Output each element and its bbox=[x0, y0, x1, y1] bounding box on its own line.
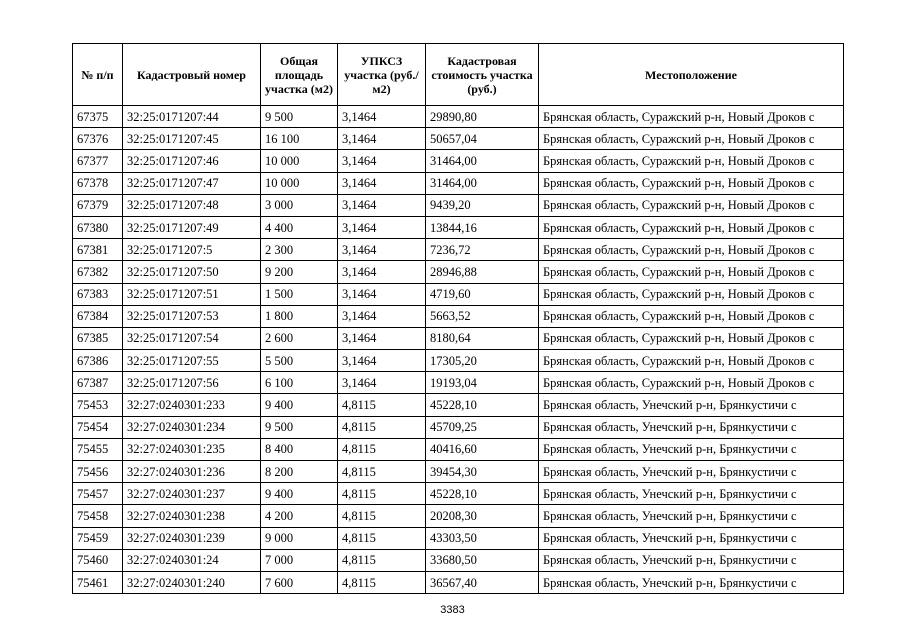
cell-cadastral-number: 32:25:0171207:45 bbox=[123, 128, 261, 150]
cell-row-number: 67377 bbox=[73, 150, 123, 172]
cell-area: 1 800 bbox=[261, 305, 338, 327]
cell-cadastral-number: 32:25:0171207:54 bbox=[123, 327, 261, 349]
cell-location: Брянская область, Суражский р-н, Новый Дроков с bbox=[539, 350, 844, 372]
cell-area: 7 600 bbox=[261, 571, 338, 593]
cell-location: Брянская область, Суражский р-н, Новый Дроков с bbox=[539, 261, 844, 283]
cell-cadastral-number: 32:27:0240301:235 bbox=[123, 438, 261, 460]
cell-cadastral-value: 33680,50 bbox=[426, 549, 539, 571]
cell-area: 3 000 bbox=[261, 194, 338, 216]
cell-row-number: 75457 bbox=[73, 483, 123, 505]
table-row bbox=[73, 505, 844, 527]
cell-location: Брянская область, Суражский р-н, Новый Дроков с bbox=[539, 216, 844, 238]
cell-location: Брянская область, Суражский р-н, Новый Дроков с bbox=[539, 372, 844, 394]
table-row bbox=[73, 571, 844, 593]
cell-location: Брянская область, Суражский р-н, Новый Дроков с bbox=[539, 128, 844, 150]
cell-cadastral-number: 32:25:0171207:56 bbox=[123, 372, 261, 394]
cell-cadastral-number: 32:25:0171207:55 bbox=[123, 350, 261, 372]
cell-upksz: 4,8115 bbox=[338, 549, 426, 571]
cell-location: Брянская область, Суражский р-н, Новый Дроков с bbox=[539, 106, 844, 128]
page-number: 3383 bbox=[440, 604, 465, 616]
cell-cadastral-value: 5663,52 bbox=[426, 305, 539, 327]
cell-cadastral-number: 32:27:0240301:238 bbox=[123, 505, 261, 527]
cell-location: Брянская область, Суражский р-н, Новый Дроков с bbox=[539, 194, 844, 216]
cell-row-number: 75456 bbox=[73, 461, 123, 483]
cell-cadastral-value: 45228,10 bbox=[426, 483, 539, 505]
table-row bbox=[73, 527, 844, 549]
cell-cadastral-value: 40416,60 bbox=[426, 438, 539, 460]
cell-location: Брянская область, Суражский р-н, Новый Дроков с bbox=[539, 305, 844, 327]
cell-cadastral-value: 7236,72 bbox=[426, 239, 539, 261]
table-row bbox=[73, 350, 844, 372]
cell-row-number: 75454 bbox=[73, 416, 123, 438]
cell-row-number: 75453 bbox=[73, 394, 123, 416]
cell-cadastral-number: 32:27:0240301:234 bbox=[123, 416, 261, 438]
cell-row-number: 75460 bbox=[73, 549, 123, 571]
cell-cadastral-value: 45228,10 bbox=[426, 394, 539, 416]
table-row bbox=[73, 305, 844, 327]
header-cadastral-value: Кадастровая стоимость участка (руб.) bbox=[426, 44, 539, 106]
cell-location: Брянская область, Суражский р-н, Новый Дроков с bbox=[539, 327, 844, 349]
cell-upksz: 3,1464 bbox=[338, 283, 426, 305]
cell-upksz: 4,8115 bbox=[338, 571, 426, 593]
cell-upksz: 4,8115 bbox=[338, 461, 426, 483]
cell-upksz: 4,8115 bbox=[338, 416, 426, 438]
cell-cadastral-number: 32:25:0171207:48 bbox=[123, 194, 261, 216]
cell-area: 10 000 bbox=[261, 150, 338, 172]
cell-cadastral-number: 32:27:0240301:239 bbox=[123, 527, 261, 549]
cell-location: Брянская область, Унечский р-н, Брянкустичи с bbox=[539, 416, 844, 438]
cell-location: Брянская область, Унечский р-н, Брянкустичи с bbox=[539, 438, 844, 460]
cell-location: Брянская область, Унечский р-н, Брянкустичи с bbox=[539, 394, 844, 416]
cell-area: 9 500 bbox=[261, 416, 338, 438]
cell-upksz: 3,1464 bbox=[338, 150, 426, 172]
cell-cadastral-value: 17305,20 bbox=[426, 350, 539, 372]
cell-area: 8 200 bbox=[261, 461, 338, 483]
cell-cadastral-number: 32:27:0240301:237 bbox=[123, 483, 261, 505]
cell-area: 6 100 bbox=[261, 372, 338, 394]
cell-cadastral-value: 39454,30 bbox=[426, 461, 539, 483]
header-cadastral-number: Кадастровый номер bbox=[123, 44, 261, 106]
cell-row-number: 75458 bbox=[73, 505, 123, 527]
table-row bbox=[73, 150, 844, 172]
cell-upksz: 3,1464 bbox=[338, 172, 426, 194]
cell-row-number: 67384 bbox=[73, 305, 123, 327]
cell-row-number: 67379 bbox=[73, 194, 123, 216]
cell-location: Брянская область, Унечский р-н, Брянкустичи с bbox=[539, 505, 844, 527]
cell-upksz: 3,1464 bbox=[338, 239, 426, 261]
cell-cadastral-value: 31464,00 bbox=[426, 150, 539, 172]
cell-area: 7 000 bbox=[261, 549, 338, 571]
cell-upksz: 3,1464 bbox=[338, 372, 426, 394]
table-row bbox=[73, 172, 844, 194]
cell-row-number: 67386 bbox=[73, 350, 123, 372]
cell-cadastral-value: 9439,20 bbox=[426, 194, 539, 216]
cell-area: 10 000 bbox=[261, 172, 338, 194]
cell-cadastral-value: 31464,00 bbox=[426, 172, 539, 194]
cell-cadastral-number: 32:25:0171207:53 bbox=[123, 305, 261, 327]
cadastral-table bbox=[72, 43, 844, 594]
cell-row-number: 67380 bbox=[73, 216, 123, 238]
cell-row-number: 75455 bbox=[73, 438, 123, 460]
cell-cadastral-number: 32:25:0171207:50 bbox=[123, 261, 261, 283]
cell-upksz: 4,8115 bbox=[338, 394, 426, 416]
table-row bbox=[73, 372, 844, 394]
table-row bbox=[73, 416, 844, 438]
cell-row-number: 67381 bbox=[73, 239, 123, 261]
cell-upksz: 4,8115 bbox=[338, 505, 426, 527]
cell-location: Брянская область, Унечский р-н, Брянкустичи с bbox=[539, 483, 844, 505]
cell-upksz: 3,1464 bbox=[338, 305, 426, 327]
header-row-number: № п/п bbox=[73, 44, 123, 106]
table-row bbox=[73, 438, 844, 460]
cell-upksz: 3,1464 bbox=[338, 216, 426, 238]
cell-row-number: 67378 bbox=[73, 172, 123, 194]
cell-area: 9 000 bbox=[261, 527, 338, 549]
cell-cadastral-number: 32:25:0171207:5 bbox=[123, 239, 261, 261]
cell-upksz: 3,1464 bbox=[338, 327, 426, 349]
table-body bbox=[73, 106, 844, 594]
cell-upksz: 3,1464 bbox=[338, 261, 426, 283]
cell-area: 1 500 bbox=[261, 283, 338, 305]
cell-upksz: 4,8115 bbox=[338, 438, 426, 460]
cell-cadastral-value: 13844,16 bbox=[426, 216, 539, 238]
header-area: Общая площадь участка (м2) bbox=[261, 44, 338, 106]
cell-location: Брянская область, Унечский р-н, Брянкустичи с bbox=[539, 571, 844, 593]
cell-cadastral-value: 36567,40 bbox=[426, 571, 539, 593]
cell-cadastral-value: 19193,04 bbox=[426, 372, 539, 394]
cell-location: Брянская область, Унечский р-н, Брянкустичи с bbox=[539, 527, 844, 549]
cell-cadastral-number: 32:27:0240301:233 bbox=[123, 394, 261, 416]
table-row bbox=[73, 216, 844, 238]
table-row bbox=[73, 394, 844, 416]
cell-area: 4 400 bbox=[261, 216, 338, 238]
cell-cadastral-value: 8180,64 bbox=[426, 327, 539, 349]
cell-cadastral-value: 45709,25 bbox=[426, 416, 539, 438]
cell-cadastral-value: 50657,04 bbox=[426, 128, 539, 150]
header-upksz: УПКСЗ участка (руб./м2) bbox=[338, 44, 426, 106]
cell-cadastral-value: 28946,88 bbox=[426, 261, 539, 283]
table-row bbox=[73, 239, 844, 261]
cell-upksz: 3,1464 bbox=[338, 106, 426, 128]
table-header-row bbox=[73, 44, 844, 106]
table-row bbox=[73, 327, 844, 349]
cell-area: 8 400 bbox=[261, 438, 338, 460]
cell-cadastral-number: 32:27:0240301:240 bbox=[123, 571, 261, 593]
cell-upksz: 3,1464 bbox=[338, 194, 426, 216]
cell-row-number: 67383 bbox=[73, 283, 123, 305]
cell-row-number: 67382 bbox=[73, 261, 123, 283]
cell-upksz: 3,1464 bbox=[338, 350, 426, 372]
cell-area: 4 200 bbox=[261, 505, 338, 527]
cell-row-number: 67385 bbox=[73, 327, 123, 349]
cell-cadastral-value: 43303,50 bbox=[426, 527, 539, 549]
cell-row-number: 67387 bbox=[73, 372, 123, 394]
table-row bbox=[73, 128, 844, 150]
cell-area: 9 500 bbox=[261, 106, 338, 128]
table-row bbox=[73, 194, 844, 216]
cell-upksz: 4,8115 bbox=[338, 527, 426, 549]
cell-area: 9 400 bbox=[261, 394, 338, 416]
cell-cadastral-value: 4719,60 bbox=[426, 283, 539, 305]
cell-row-number: 75459 bbox=[73, 527, 123, 549]
table-row bbox=[73, 283, 844, 305]
cell-cadastral-number: 32:27:0240301:24 bbox=[123, 549, 261, 571]
cell-cadastral-number: 32:25:0171207:46 bbox=[123, 150, 261, 172]
cell-area: 9 200 bbox=[261, 261, 338, 283]
cell-location: Брянская область, Суражский р-н, Новый Дроков с bbox=[539, 239, 844, 261]
header-location: Местоположение bbox=[539, 44, 844, 106]
cell-cadastral-number: 32:27:0240301:236 bbox=[123, 461, 261, 483]
cell-upksz: 3,1464 bbox=[338, 128, 426, 150]
cell-area: 5 500 bbox=[261, 350, 338, 372]
cell-area: 16 100 bbox=[261, 128, 338, 150]
cell-location: Брянская область, Суражский р-н, Новый Дроков с bbox=[539, 172, 844, 194]
cell-row-number: 67375 bbox=[73, 106, 123, 128]
table-row bbox=[73, 549, 844, 571]
cell-area: 2 300 bbox=[261, 239, 338, 261]
table-row bbox=[73, 261, 844, 283]
table-row bbox=[73, 483, 844, 505]
cell-area: 9 400 bbox=[261, 483, 338, 505]
cell-cadastral-number: 32:25:0171207:51 bbox=[123, 283, 261, 305]
cell-cadastral-value: 29890,80 bbox=[426, 106, 539, 128]
cell-area: 2 600 bbox=[261, 327, 338, 349]
cell-row-number: 67376 bbox=[73, 128, 123, 150]
cell-cadastral-number: 32:25:0171207:47 bbox=[123, 172, 261, 194]
cell-cadastral-value: 20208,30 bbox=[426, 505, 539, 527]
cell-location: Брянская область, Суражский р-н, Новый Дроков с bbox=[539, 150, 844, 172]
cell-row-number: 75461 bbox=[73, 571, 123, 593]
cell-location: Брянская область, Унечский р-н, Брянкустичи с bbox=[539, 461, 844, 483]
cell-location: Брянская область, Унечский р-н, Брянкустичи с bbox=[539, 549, 844, 571]
cell-location: Брянская область, Суражский р-н, Новый Дроков с bbox=[539, 283, 844, 305]
cell-cadastral-number: 32:25:0171207:49 bbox=[123, 216, 261, 238]
table-row bbox=[73, 461, 844, 483]
cell-upksz: 4,8115 bbox=[338, 483, 426, 505]
table-row bbox=[73, 106, 844, 128]
cell-cadastral-number: 32:25:0171207:44 bbox=[123, 106, 261, 128]
